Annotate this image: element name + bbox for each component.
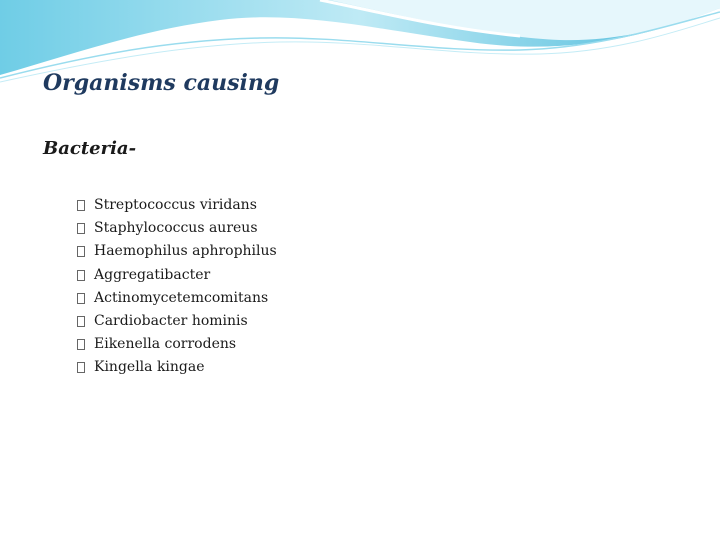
list-item	[77, 356, 277, 379]
list-item	[77, 287, 277, 310]
list-item-text: Eikenella corrodens	[94, 336, 237, 353]
list-item-text: Aggregatibacter	[94, 266, 211, 283]
square-bullet-icon	[77, 246, 85, 257]
square-bullet-icon	[77, 293, 85, 304]
list-item	[77, 310, 277, 333]
list-item	[77, 264, 277, 287]
square-bullet-icon	[77, 270, 85, 281]
list-item-text: Actinomycetemcomitans	[94, 289, 269, 306]
bullet-list	[77, 194, 277, 380]
square-bullet-icon	[77, 362, 85, 373]
list-item-text: Haemophilus aphrophilus	[94, 243, 277, 260]
square-bullet-icon	[77, 316, 85, 327]
list-item-text: Cardiobacter hominis	[94, 312, 248, 329]
section-heading: Bacteria-	[43, 138, 137, 159]
list-item-text: Streptococcus viridans	[94, 197, 257, 213]
list-item	[77, 194, 277, 217]
list-item	[77, 240, 277, 263]
square-bullet-icon	[77, 339, 85, 350]
slide-title: Organisms causing	[43, 70, 280, 96]
list-item-text: Kingella kingae	[94, 359, 205, 376]
square-bullet-icon	[77, 223, 85, 234]
list-item-text: Staphylococcus aureus	[94, 220, 258, 237]
list-item	[77, 333, 277, 356]
square-bullet-icon	[77, 200, 85, 211]
list-item	[77, 217, 277, 240]
